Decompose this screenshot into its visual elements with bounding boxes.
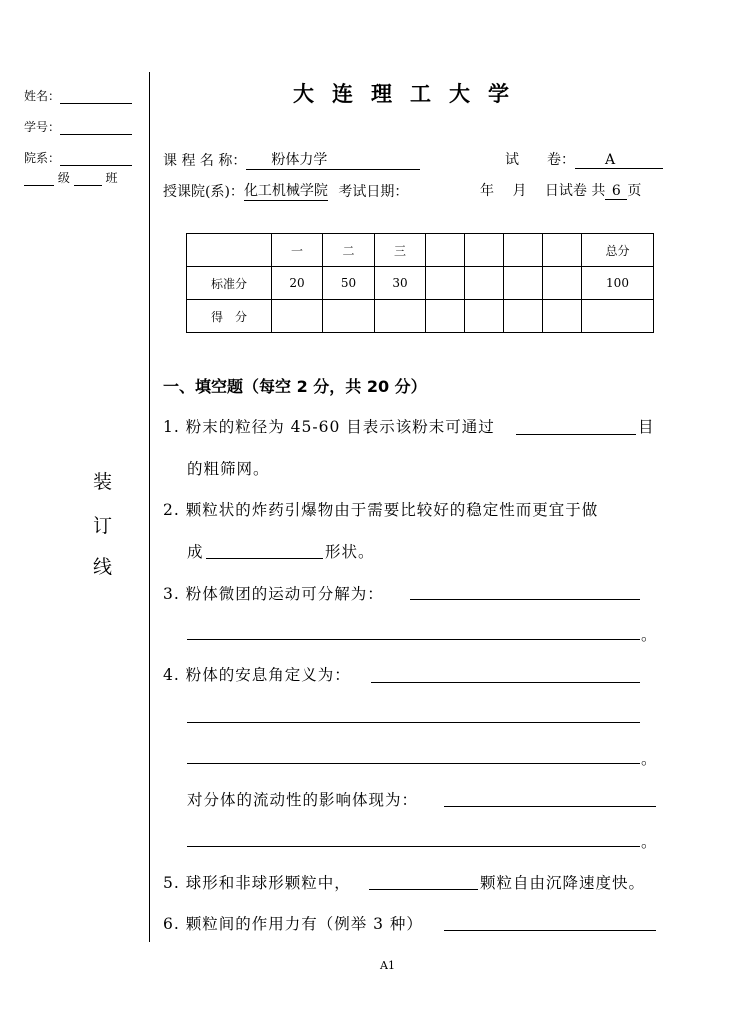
page-code: A1 xyxy=(380,959,395,972)
student-id-field xyxy=(24,118,132,135)
college-value: 化工机械学院 xyxy=(244,180,328,201)
row-label: 得 分 xyxy=(187,300,272,333)
score-table xyxy=(186,233,654,333)
question-5-blank[interactable] xyxy=(369,889,478,890)
score-cell xyxy=(504,267,543,300)
question-6-text: 6. 颗粒间的作用力有（例举 3 种） xyxy=(163,915,423,933)
question-3-text: 3. 粉体微团的运动可分解为： xyxy=(163,585,384,603)
class-label: 班 xyxy=(105,171,118,185)
section-title: 一、填空题（每空 2 分，共 20 分） xyxy=(163,377,427,396)
question-4-blank-1[interactable] xyxy=(371,682,640,683)
score-input-cell[interactable] xyxy=(465,300,504,333)
question-2-prefix: 成 xyxy=(187,543,204,561)
question-3-blank-1[interactable] xyxy=(410,599,640,600)
question-3-period: 。 xyxy=(641,626,658,644)
class-blank[interactable] xyxy=(74,185,102,186)
department-field xyxy=(24,149,132,166)
question-6-blank[interactable] xyxy=(444,930,656,931)
header-cell-blank xyxy=(187,234,272,267)
name-label: 姓名： xyxy=(24,89,61,103)
score-cell xyxy=(465,267,504,300)
department-blank[interactable] xyxy=(60,165,132,166)
score-input-cell[interactable] xyxy=(375,300,426,333)
student-id-blank[interactable] xyxy=(60,134,132,135)
paper-row xyxy=(505,149,663,169)
question-4-blank-5[interactable] xyxy=(187,846,640,847)
score-header-row xyxy=(187,234,654,267)
score-cell: 50 xyxy=(323,267,375,300)
question-4-period-1: 。 xyxy=(641,750,658,768)
course-label: 课 程 名 称： xyxy=(163,153,247,169)
question-5-text: 5. 球形和非球形颗粒中， xyxy=(163,874,351,892)
pages-value: 6 xyxy=(605,183,627,200)
score-input-cell-total[interactable] xyxy=(582,300,654,333)
course-value: 粉体力学 xyxy=(246,149,420,170)
score-input-cell[interactable] xyxy=(272,300,323,333)
grade-blank[interactable] xyxy=(24,185,54,186)
question-1-text: 1. 粉末的粒径为 45-60 目表示该粉末可通过 xyxy=(163,418,495,436)
grade-label: 级 xyxy=(57,171,70,185)
date-text: 年 月 日试卷 共 xyxy=(480,183,606,199)
obtained-score-row xyxy=(187,300,654,333)
header-cell-4 xyxy=(426,234,465,267)
grade-class-field xyxy=(24,169,118,186)
course-name-row xyxy=(163,149,420,170)
score-cell: 20 xyxy=(272,267,323,300)
score-input-cell[interactable] xyxy=(543,300,582,333)
score-cell: 30 xyxy=(375,267,426,300)
college-label: 授课院(系)： xyxy=(163,184,244,200)
binding-char-1: 装 xyxy=(93,471,113,493)
question-4-subtext: 对分体的流动性的影响体现为： xyxy=(187,791,419,809)
question-4-blank-4[interactable] xyxy=(444,806,656,807)
question-1-blank[interactable] xyxy=(516,434,636,435)
paper-value: A xyxy=(575,152,663,169)
header-cell-3: 三 xyxy=(375,234,426,267)
student-id-label: 学号： xyxy=(24,120,61,134)
question-2-text: 2. 颗粒状的炸药引爆物由于需要比较好的稳定性而更宜于做 xyxy=(163,501,599,519)
question-4-text: 4. 粉体的安息角定义为： xyxy=(163,666,351,684)
question-4-blank-2[interactable] xyxy=(187,722,640,723)
header-cell-2: 二 xyxy=(323,234,375,267)
binding-char-3: 线 xyxy=(93,556,113,578)
paper-label: 试 卷： xyxy=(505,152,575,168)
question-5-suffix: 颗粒自由沉降速度快。 xyxy=(480,874,646,892)
question-2-suffix: 形状。 xyxy=(325,543,375,561)
binding-char-2: 订 xyxy=(93,515,113,537)
score-input-cell[interactable] xyxy=(504,300,543,333)
question-1-continuation: 的粗筛网。 xyxy=(187,460,270,478)
department-label: 院系： xyxy=(24,151,61,165)
name-blank[interactable] xyxy=(60,103,132,104)
college-row xyxy=(163,180,408,201)
score-cell-total: 100 xyxy=(582,267,654,300)
pages-unit: 页 xyxy=(627,183,642,199)
row-label: 标准分 xyxy=(187,267,272,300)
question-2-blank[interactable] xyxy=(206,558,323,559)
score-cell xyxy=(543,267,582,300)
header-cell-total: 总分 xyxy=(582,234,654,267)
question-4-period-2: 。 xyxy=(641,833,658,851)
university-title: 大连理工大学 xyxy=(293,82,527,106)
standard-score-row xyxy=(187,267,654,300)
header-cell-7 xyxy=(543,234,582,267)
score-input-cell[interactable] xyxy=(426,300,465,333)
header-cell-1: 一 xyxy=(272,234,323,267)
exam-date-label: 考试日期： xyxy=(338,184,409,200)
score-cell xyxy=(426,267,465,300)
question-4-blank-3[interactable] xyxy=(187,763,640,764)
binding-line xyxy=(149,72,150,942)
header-cell-5 xyxy=(465,234,504,267)
header-cell-6 xyxy=(504,234,543,267)
score-input-cell[interactable] xyxy=(323,300,375,333)
name-field xyxy=(24,87,132,104)
date-pages-row xyxy=(480,180,641,200)
question-1-unit: 目 xyxy=(638,418,655,436)
question-3-blank-2[interactable] xyxy=(187,639,640,640)
